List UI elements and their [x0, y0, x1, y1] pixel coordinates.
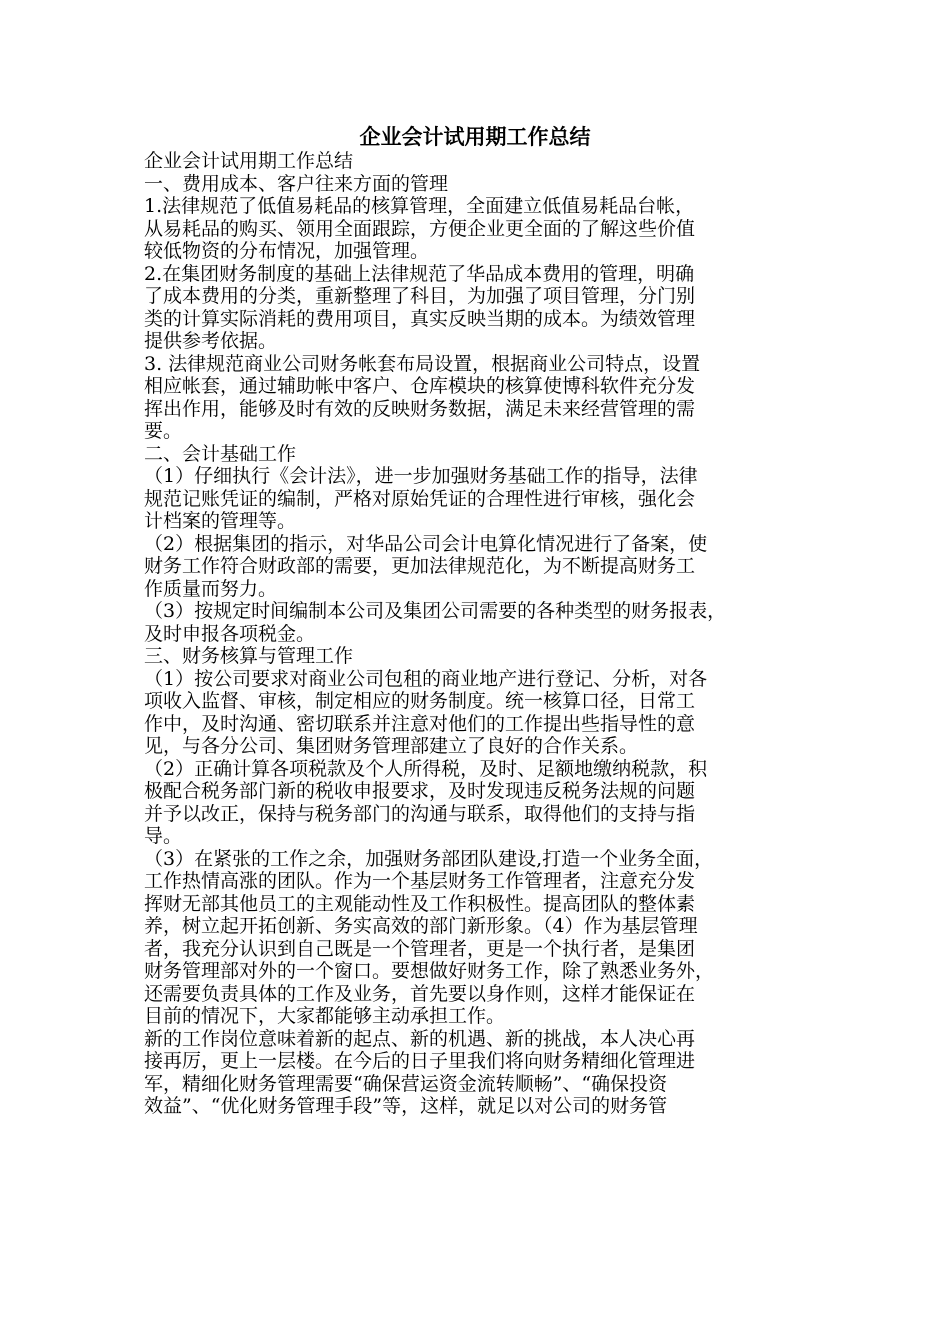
text-line: （1）按公司要求对商业公司包租的商业地产进行登记、分析，对各	[144, 667, 708, 690]
text-line: 财务工作符合财政部的需要，更加法律规范化，为不断提高财务工	[144, 555, 696, 577]
text-line: 相应帐套，通过辅助帐中客户、仓库模块的核算使博科软件充分发	[144, 375, 696, 397]
text-line: 项收入监督、审核，制定相应的财务制度。统一核算口径，日常工	[144, 690, 696, 712]
text-line: 3. 法律规范商业公司财务帐套布局设置，根据商业公司特点，设置	[144, 352, 701, 375]
text-line: 财务管理部对外的一个窗口。要想做好财务工作，除了熟悉业务外，	[144, 960, 715, 982]
document-body	[144, 150, 814, 1118]
text-line: （3）按规定时间编制本公司及集团公司需要的各种类型的财务报表，	[144, 600, 727, 622]
text-line: 挥财无部其他员工的主观能动性及工作积极性。提高团队的整体素	[144, 892, 696, 915]
text-line: 作中，及时沟通、密切联系并注意对他们的工作提出些指导性的意	[144, 712, 696, 735]
text-line: 效益”、“优化财务管理手段”等，这样，就足以对公司的财务管	[144, 1095, 668, 1117]
text-line: 计档案的管理等。	[144, 510, 297, 532]
text-line: （3）在紧张的工作之余，加强财务部团队建设,打造一个业务全面，	[144, 847, 714, 870]
text-line: 企业会计试用期工作总结	[144, 150, 354, 172]
document-title: 企业会计试用期工作总结	[359, 124, 591, 149]
text-line: 作质量而努力。	[144, 577, 278, 600]
text-line: 军，精细化财务管理需要“确保营运资金流转顺畅”、“确保投资	[144, 1072, 668, 1095]
text-line: 导。	[144, 825, 183, 847]
text-line: 养，树立起开拓创新、务实高效的部门新形象。（4）作为基层管理	[144, 915, 698, 937]
text-line: （1）仔细执行《会计法》，进一步加强财务基础工作的指导，法律	[144, 465, 698, 487]
text-line: 要。	[144, 420, 183, 442]
text-line: 及时申报各项税金。	[144, 622, 316, 645]
text-line: 目前的情况下，大家都能够主动承担工作。	[144, 1005, 506, 1027]
text-line: 并予以改正，保持与税务部门的沟通与联系，取得他们的支持与指	[144, 802, 696, 825]
text-line: 提供参考依据。	[144, 330, 278, 352]
text-line: 规范记账凭证的编制，严格对原始凭证的合理性进行审核，强化会	[144, 487, 696, 510]
text-line: 见，与各分公司、集团财务管理部建立了良好的合作关系。	[144, 735, 639, 757]
text-line: 三、财务核算与管理工作	[144, 645, 354, 667]
text-line: 还需要负责具体的工作及业务，首先要以身作则，这样才能保证在	[144, 982, 696, 1005]
text-line: 接再厉，更上一层楼。在今后的日子里我们将向财务精细化管理进	[144, 1050, 696, 1072]
text-line: 从易耗品的购买、领用全面跟踪，方便企业更全面的了解这些价值	[144, 217, 696, 240]
text-line: 较低物资的分布情况，加强管理。	[144, 240, 430, 262]
text-line: 一、费用成本、客户往来方面的管理	[144, 172, 449, 195]
text-line: 工作热情高涨的团队。作为一个基层财务工作管理者，注意充分发	[144, 870, 696, 892]
text-line: 二、会计基础工作	[144, 442, 297, 465]
text-line: 极配合税务部门新的税收申报要求，及时发现违反税务法规的问题	[144, 780, 696, 802]
text-line: （2）根据集团的指示，对华品公司会计电算化情况进行了备案，使	[144, 532, 708, 555]
text-line: 2.在集团财务制度的基础上法律规范了华品成本费用的管理，明确	[144, 262, 695, 285]
text-line: 类的计算实际消耗的费用项目，真实反映当期的成本。为绩效管理	[144, 307, 696, 330]
text-line: 1.法律规范了低值易耗品的核算管理，全面建立低值易耗品台帐，	[144, 195, 695, 217]
text-line: （2）正确计算各项税款及个人所得税，及时、足额地缴纳税款，积	[144, 757, 708, 780]
text-line: 者，我充分认识到自己既是一个管理者，更是一个执行者，是集团	[144, 937, 696, 960]
text-line: 了成本费用的分类，重新整理了科目，为加强了项目管理，分门别	[144, 285, 696, 307]
text-line: 挥出作用，能够及时有效的反映财务数据，满足未来经营管理的需	[144, 397, 696, 420]
text-line: 新的工作岗位意味着新的起点、新的机遇、新的挑战，本人决心再	[144, 1027, 696, 1050]
